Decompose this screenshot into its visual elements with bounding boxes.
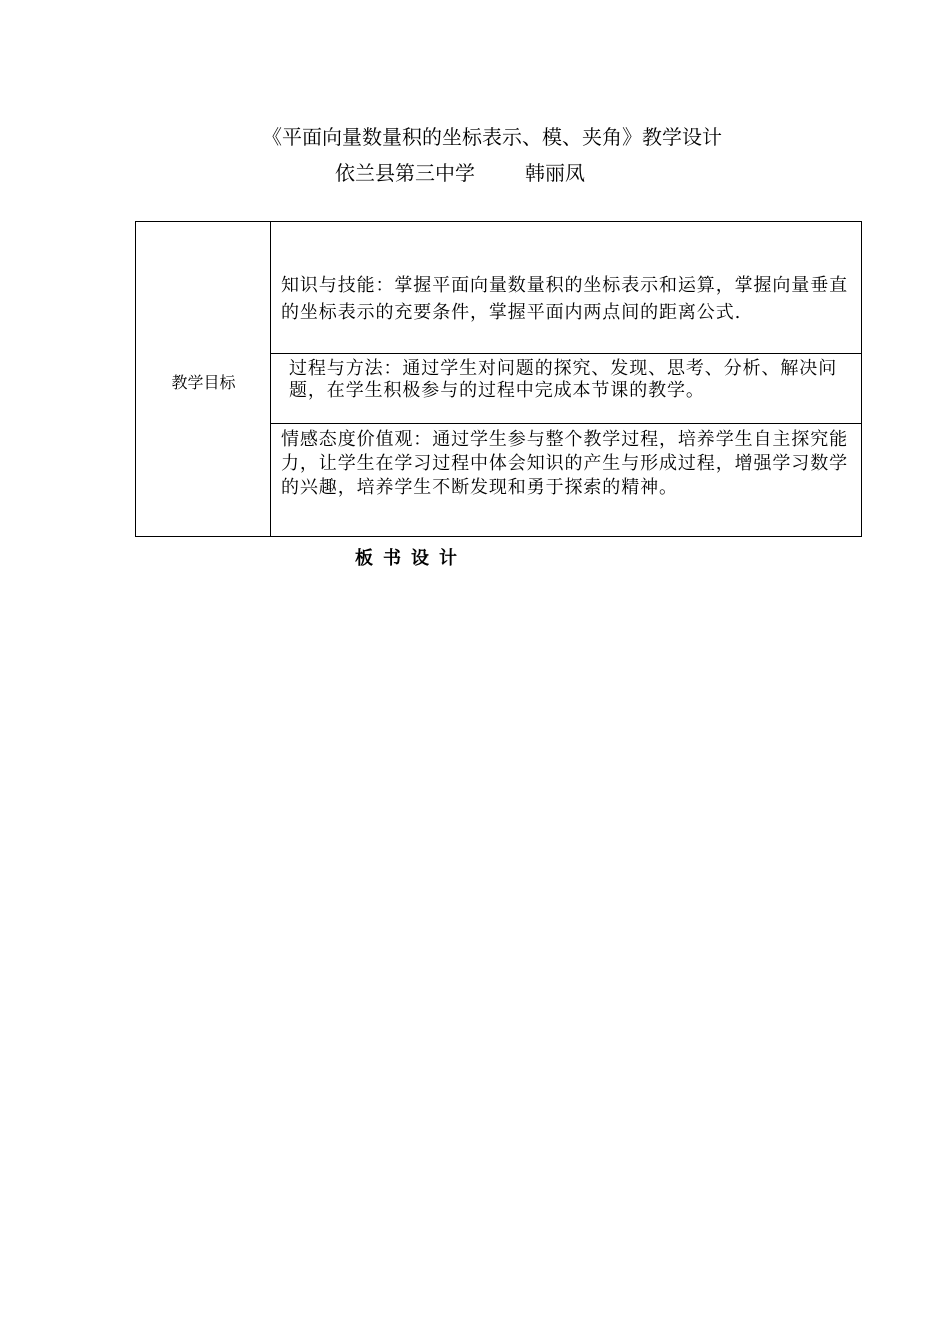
board-design-heading: 板书设计 — [355, 548, 467, 569]
goal-row-attitude — [271, 424, 861, 536]
goals-label: 教学目标 — [171, 373, 236, 392]
goal-row-knowledge — [271, 222, 861, 354]
goal-process-text: 过程与方法：通过学生对问题的探究、发现、思考、分析、解决问题，在学生积极参与的过程中完成本节课的教学。 — [289, 358, 838, 401]
teaching-goals-table — [135, 221, 862, 537]
document-title: 《平面向量数量积的坐标表示、模、夹角》教学设计 — [262, 125, 722, 149]
goal-attitude-text: 情感态度价值观：通过学生参与整个教学过程，培养学生自主探究能力，让学生在学习过程中体会知识的产生与形成过程，增强学习数学的兴趣，培养学生不断发现和勇于探索的精神。 — [281, 429, 848, 498]
author-name: 韩丽凤 — [525, 161, 585, 185]
goal-row-process — [271, 354, 861, 424]
school-name: 依兰县第三中学 — [335, 161, 475, 185]
goal-knowledge-text: 知识与技能：掌握平面向量数量积的坐标表示和运算，掌握向量垂直的坐标表示的充要条件，掌握平面内两点间的距离公式. — [281, 275, 848, 323]
goals-label-cell — [136, 222, 271, 536]
